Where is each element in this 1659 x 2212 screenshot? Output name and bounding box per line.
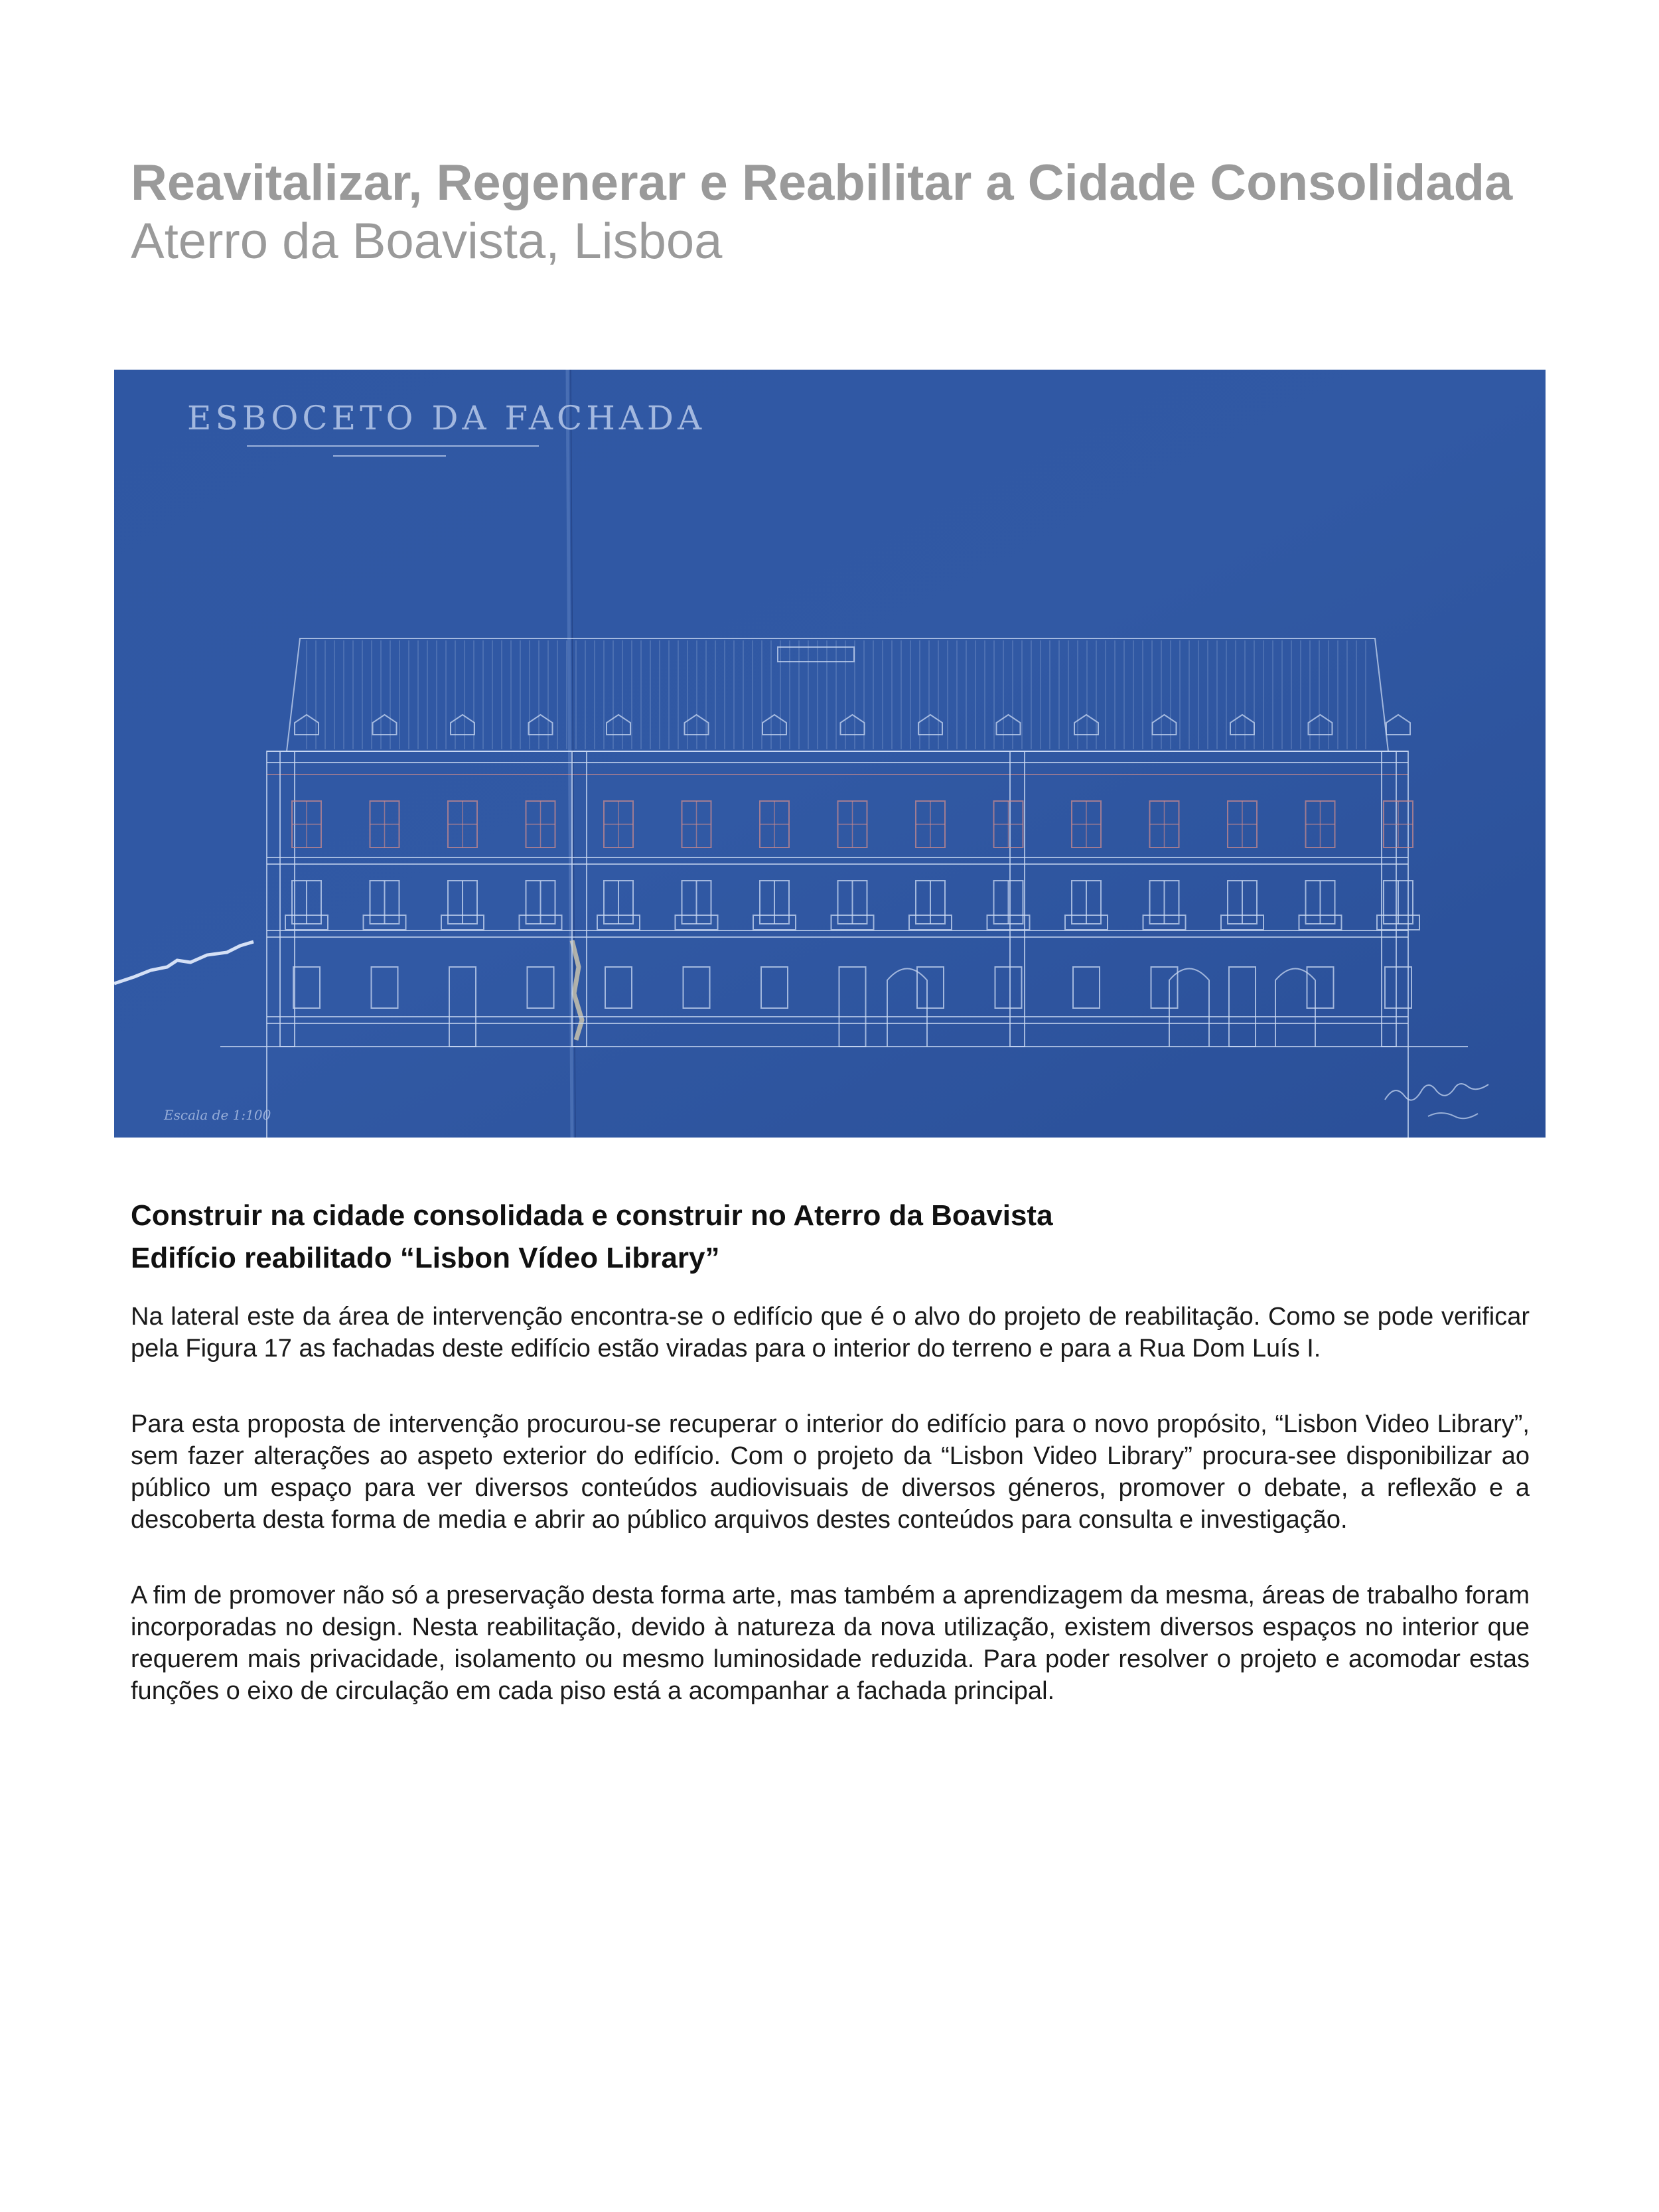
text-section (131, 1195, 1530, 1707)
section-subheading: Edifício reabilitado “Lisbon Vídeo Library” (131, 1242, 720, 1274)
facade-blueprint-figure (114, 370, 1546, 1138)
page-title: Reavitalizar, Regenerar e Reabilitar a Cidade Consolidada (131, 155, 1513, 211)
blueprint-paper (114, 370, 1546, 1138)
section-heading: Construir na cidade consolidada e construir no Aterro da Boavista (131, 1199, 1053, 1232)
page-subtitle: Aterro da Boavista, Lisboa (131, 213, 723, 269)
facade-blueprint-drawing (114, 370, 1546, 1138)
paragraph-3: A fim de promover não só a preservação desta forma arte, mas também a aprendizagem da mesma, áreas de trabalho foram incorporadas no design. Nesta reabilitação, devido à natureza da nova utilização, existem diversos espaços no interior que requerem mais privacidade, isolamento ou mesmo luminosidade reduzida. Para poder resolver o projeto e acomodar estas funções o eixo de circulação em cada piso está a acompanhar a fachada principal. (131, 1582, 1530, 1705)
paragraph-1: Na lateral este da área de intervenção encontra-se o edifício que é o alvo do projeto de reabilitação. Como se pode verificar pela Figura 17 as fachadas deste edifício estão viradas para o interior do terreno e para a Rua Dom Luís I. (131, 1303, 1530, 1363)
page-header (131, 154, 1557, 271)
scale-note: Escala de 1:100 (164, 1107, 271, 1123)
paragraph-2: Para esta proposta de intervenção procurou-se recuperar o interior do edifício para o novo propósito, “Lisbon Video Library”, sem fazer alterações ao aspeto exterior do edifício. Com o projeto da “Lisbon Video Library” procura-see disponibilizar ao público um espaço para ver diversos conteúdos audiovisuais de diversos géneros, promover o debate, a reflexão e a descoberta desta forma de media e abrir ao público arquivos destes conteúdos para consulta e investigação. (131, 1410, 1530, 1534)
sketch-title: ESBOCETO DA FACHADA (187, 399, 706, 437)
